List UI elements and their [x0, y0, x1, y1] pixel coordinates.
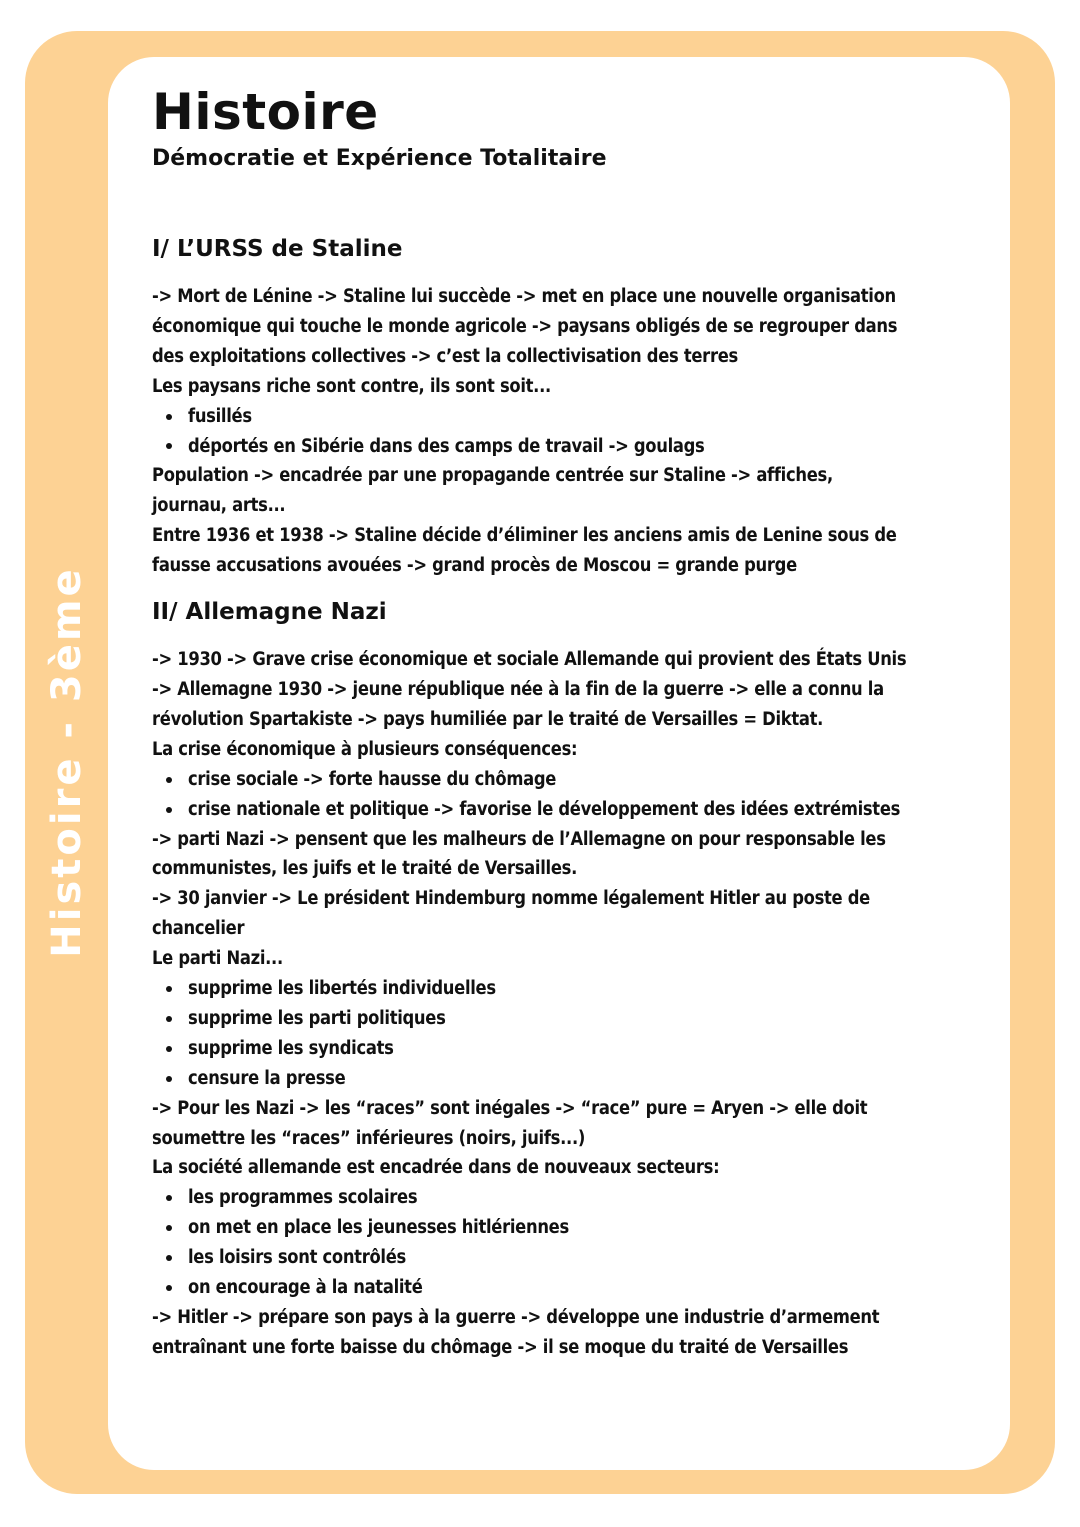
text-line: -> 1930 -> Grave crise économique et sociale Allemande qui provient des États Unis [152, 649, 907, 671]
bullet-text: supprime les syndicats [188, 1037, 394, 1059]
section-allemagne [152, 597, 972, 1363]
bullet-item [152, 432, 972, 462]
bullet-dot-icon [166, 1285, 172, 1291]
page-subtitle: Démocratie et Expérience Totalitaire [152, 146, 607, 171]
bullet-dot-icon [166, 1076, 172, 1082]
bullet-text: fusillés [188, 405, 252, 427]
side-label: Histoire - 3ème [44, 566, 90, 958]
bullet-item [152, 795, 972, 825]
bullet-item [152, 974, 972, 1004]
text-line: -> Allemagne 1930 -> jeune république née à la fin de la guerre -> elle a connu la [152, 678, 884, 700]
text-line: -> 30 janvier -> Le président Hindemburg nomme légalement Hitler au poste de [152, 888, 870, 910]
bullet-dot-icon [166, 443, 172, 449]
bullet-text: on encourage à la natalité [188, 1277, 423, 1299]
text-line: fausse accusations avouées -> grand procès de Moscou = grande purge [152, 555, 797, 577]
text-line: soumettre les “races” inférieures (noirs, juifs...) [152, 1127, 586, 1149]
bullet-text: supprime les libertés individuelles [188, 978, 496, 1000]
bullet-item [152, 1064, 972, 1094]
text-line: Les paysans riche sont contre, ils sont soit... [152, 375, 551, 397]
bullet-dot-icon [166, 1046, 172, 1052]
text-line: économique qui touche le monde agricole -> paysans obligés de se regrouper dans [152, 315, 898, 337]
bullet-text: supprime les parti politiques [188, 1007, 446, 1029]
bullet-item [152, 1034, 972, 1064]
bullet-text: crise sociale -> forte hausse du chômage [188, 768, 557, 790]
text-line: -> Hitler -> prépare son pays à la guerre -> développe une industrie d’armement [152, 1307, 880, 1328]
text-line: -> Mort de Lénine -> Staline lui succède -> met en place une nouvelle organisation [152, 286, 896, 307]
bullet-item [152, 402, 972, 432]
bullet-dot-icon [166, 1225, 172, 1231]
text-line: La société allemande est encadrée dans de nouveaux secteurs: [152, 1157, 720, 1179]
text-line: Le parti Nazi... [152, 948, 283, 970]
bullet-dot-icon [166, 1016, 172, 1022]
bullet-item [152, 1243, 972, 1273]
bullet-text: déportés en Sibérie dans des camps de travail -> goulags [188, 435, 705, 457]
text-line: journau, arts... [152, 495, 286, 517]
text-line: entraînant une forte baisse du chômage -> il se moque du traité de Versailles [152, 1336, 849, 1358]
bullet-dot-icon [166, 414, 172, 420]
bullet-item [152, 765, 972, 795]
text-line: Population -> encadrée par une propagande centrée sur Staline -> affiches, [152, 465, 833, 487]
document-content [152, 82, 972, 1363]
bullet-text: les programmes scolaires [188, 1187, 418, 1209]
text-line: révolution Spartakiste -> pays humiliée par le traité de Versailles = Diktat. [152, 708, 824, 730]
text-line: des exploitations collectives -> c’est la collectivisation des terres [152, 345, 738, 367]
section-body [152, 645, 972, 1363]
section-heading: I/ L’URSS de Staline [152, 236, 403, 262]
bullet-dot-icon [166, 1195, 172, 1201]
bullet-dot-icon [166, 1255, 172, 1261]
text-line: chancelier [152, 918, 245, 940]
text-line: Entre 1936 et 1938 -> Staline décide d’éliminer les anciens amis de Lenine sous de [152, 525, 897, 547]
bullet-item [152, 1273, 972, 1303]
section-urss [152, 234, 972, 581]
text-line: communistes, les juifs et le traité de Versailles. [152, 858, 577, 880]
bullet-text: censure la presse [188, 1067, 346, 1089]
text-line: -> parti Nazi -> pensent que les malheurs de l’Allemagne on pour responsable les [152, 828, 886, 850]
bullet-item [152, 1004, 972, 1034]
text-line: La crise économique à plusieurs conséquences: [152, 738, 578, 760]
bullet-dot-icon [166, 807, 172, 813]
section-heading: II/ Allemagne Nazi [152, 599, 387, 626]
page-title: Histoire [152, 83, 379, 141]
bullet-item [152, 1183, 972, 1213]
bullet-dot-icon [166, 986, 172, 992]
bullet-item [152, 1213, 972, 1243]
section-body [152, 282, 972, 581]
bullet-dot-icon [166, 777, 172, 783]
bullet-text: les loisirs sont contrôlés [188, 1247, 406, 1269]
bullet-text: on met en place les jeunesses hitlériennes [188, 1217, 569, 1239]
text-line: -> Pour les Nazi -> les “races” sont inégales -> “race” pure = Aryen -> elle doit [152, 1097, 868, 1119]
bullet-text: crise nationale et politique -> favorise le développement des idées extrémistes [188, 798, 901, 820]
